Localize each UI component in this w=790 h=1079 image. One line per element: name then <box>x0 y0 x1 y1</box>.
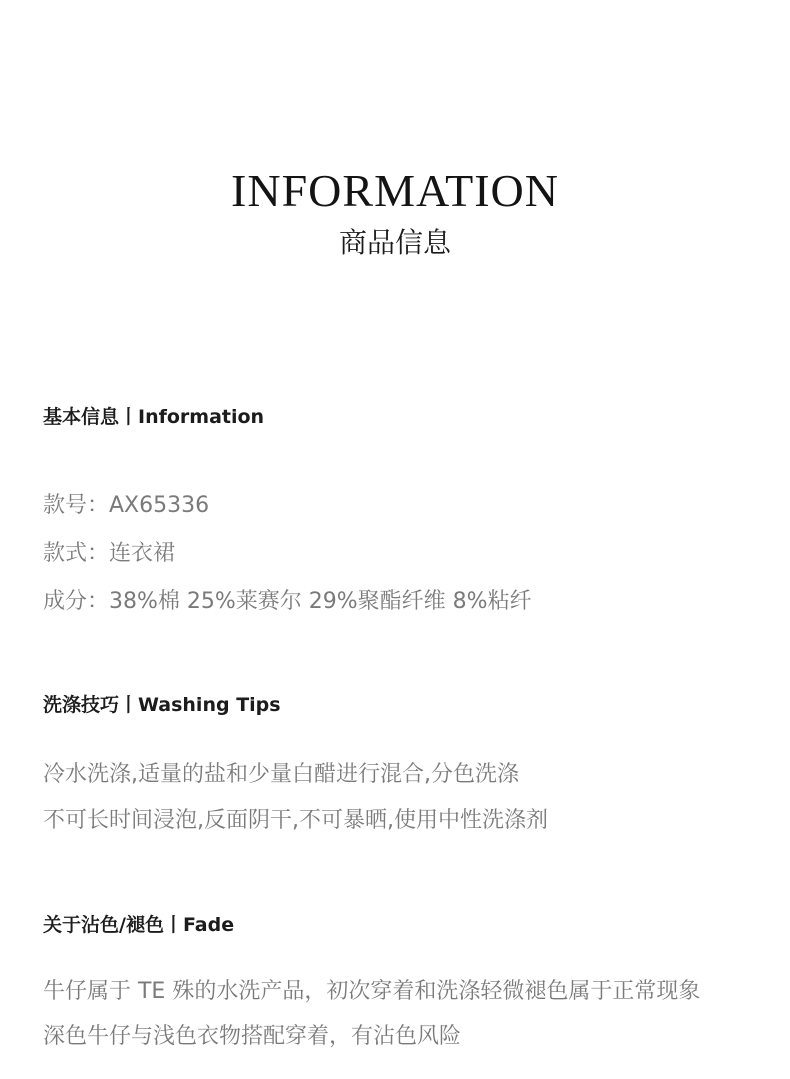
style-type-line: 款式：连衣裙 <box>43 541 176 566</box>
page-title: INFORMATION <box>231 165 559 216</box>
washing-tip-line: 不可长时间浸泡,反面阴干,不可暴晒,使用中性洗涤剂 <box>43 808 548 833</box>
fade-heading: 关于沾色/褪色丨Fade <box>43 914 235 936</box>
washing-tips-heading: 洗涤技巧丨Washing Tips <box>43 694 281 716</box>
page-subtitle: 商品信息 <box>338 226 451 259</box>
fade-note-line: 牛仔属于 TE 殊的水洗产品，初次穿着和洗涤轻微褪色属于正常现象 <box>43 979 701 1004</box>
basic-info-heading: 基本信息丨Information <box>43 406 265 428</box>
fade-note-line: 深色牛仔与浅色衣物搭配穿着，有沾色风险 <box>43 1024 462 1049</box>
composition-line: 成分：38%棉 25%莱赛尔 29%聚酯纤维 8%粘纤 <box>43 589 532 614</box>
washing-tip-line: 冷水洗涤,适量的盐和少量白醋进行混合,分色洗涤 <box>43 762 519 787</box>
style-number-line: 款号：AX65336 <box>43 493 210 518</box>
